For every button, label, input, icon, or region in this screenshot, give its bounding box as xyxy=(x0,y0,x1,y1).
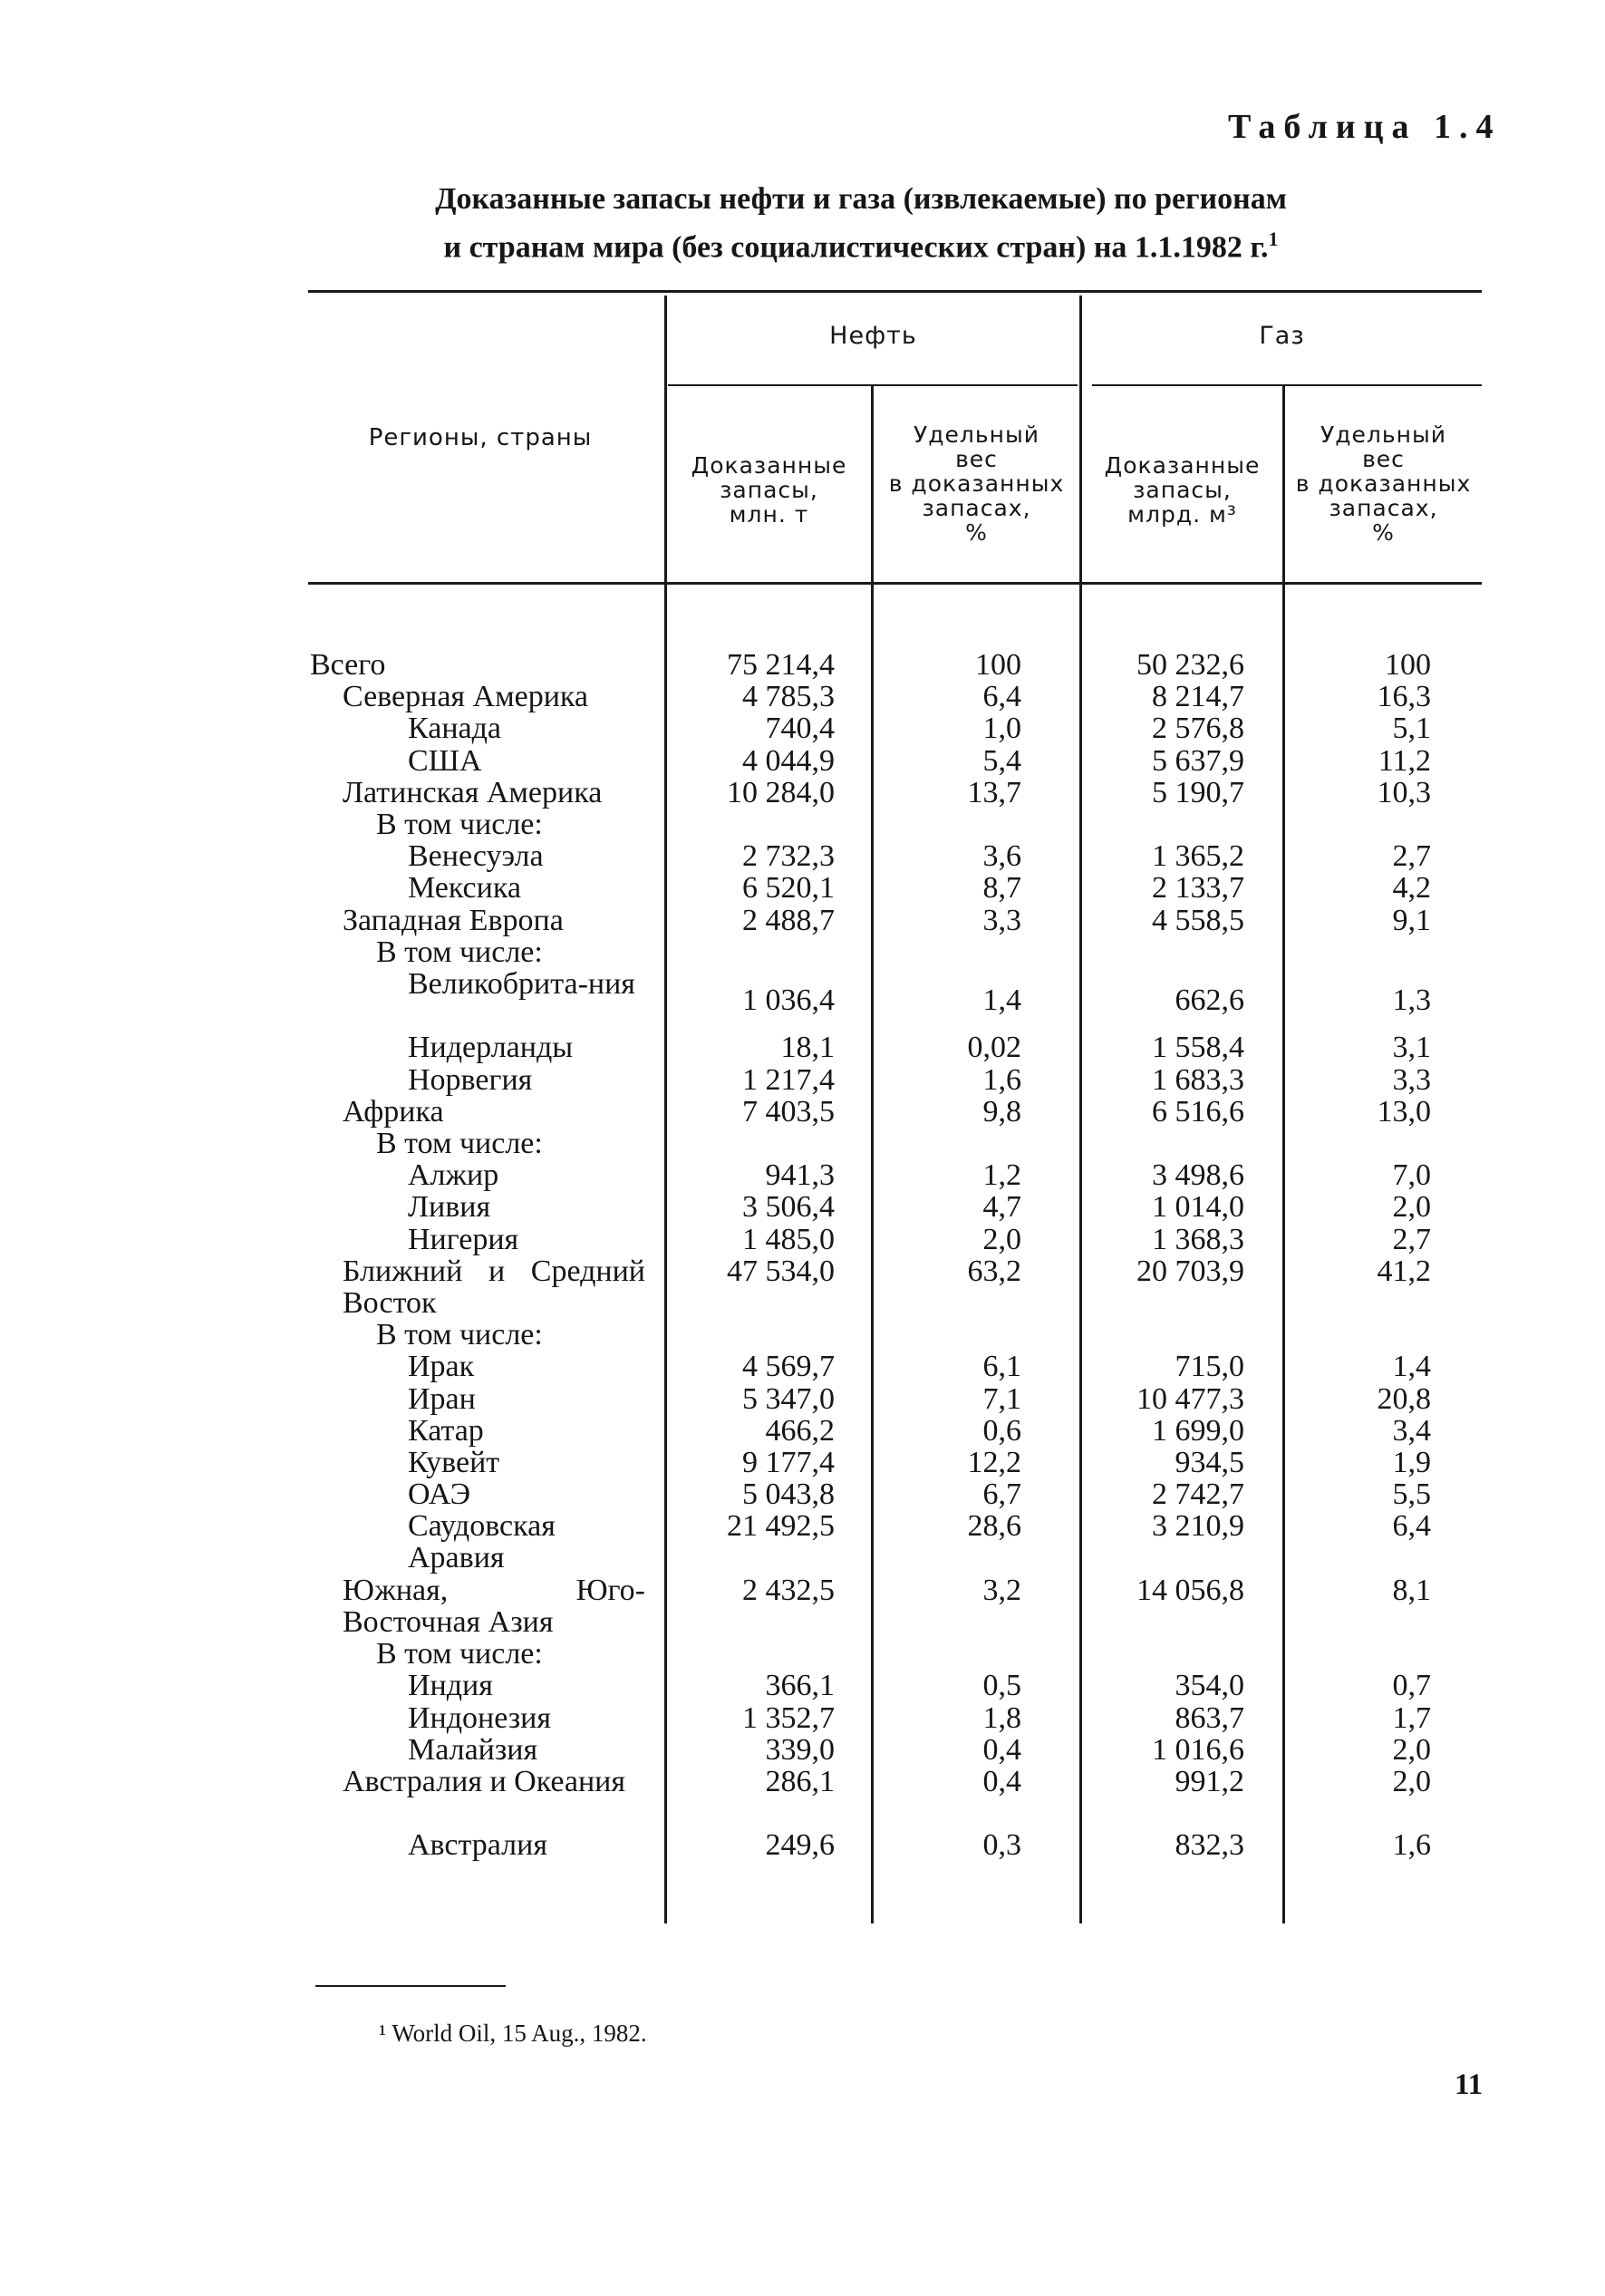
row-name: Катар xyxy=(408,1413,484,1448)
cell-gas-share: 1,3 xyxy=(1392,983,1431,1017)
header-gas-share-l5: % xyxy=(1372,519,1395,546)
cell-gas-share: 1,4 xyxy=(1392,1350,1431,1384)
cell-gas-share: 5,5 xyxy=(1392,1477,1431,1512)
cell-gas-reserves: 2 133,7 xyxy=(1152,871,1244,906)
header-gas-reserves-l1: Доказанные xyxy=(1104,452,1261,479)
cell-gas-share: 100 xyxy=(1385,648,1431,682)
header-oil-share xyxy=(874,422,1079,545)
cell-oil-share: 7,1 xyxy=(982,1381,1021,1416)
cell-oil-share: 1,4 xyxy=(982,983,1021,1017)
cell-gas-reserves: 6 516,6 xyxy=(1152,1094,1244,1129)
cell-oil-reserves: 4 785,3 xyxy=(742,680,835,714)
cell-gas-share: 8,1 xyxy=(1392,1573,1431,1607)
cell-gas-share: 10,3 xyxy=(1377,775,1431,809)
footnote-marker: 1 xyxy=(1268,228,1279,250)
row-name: В том числе: xyxy=(376,808,543,841)
cell-gas-reserves: 1 016,6 xyxy=(1152,1732,1244,1767)
header-gas-share-l4: запасах, xyxy=(1329,495,1438,521)
col-separator-3 xyxy=(1079,295,1082,1923)
cell-gas-reserves: 863,7 xyxy=(1175,1700,1244,1735)
cell-gas-reserves: 5 637,9 xyxy=(1152,743,1244,778)
cell-oil-reserves: 18,1 xyxy=(780,1031,835,1065)
cell-gas-reserves: 934,5 xyxy=(1175,1446,1244,1479)
row-name: Канада xyxy=(408,712,501,746)
cell-oil-reserves: 1 352,7 xyxy=(742,1700,835,1735)
cell-gas-reserves: 4 558,5 xyxy=(1152,903,1244,937)
row-name: В том числе: xyxy=(376,1127,543,1160)
header-oil-reserves-l2: запасы, xyxy=(720,477,818,503)
cell-oil-share: 6,1 xyxy=(982,1350,1021,1384)
cell-oil-share: 2,0 xyxy=(982,1222,1021,1256)
cell-oil-share: 13,7 xyxy=(967,775,1021,809)
cell-oil-share: 0,6 xyxy=(982,1413,1021,1448)
header-oil-share-l1: Удельный xyxy=(914,421,1039,448)
row-name: Латинская Америка xyxy=(343,775,603,809)
header-oil-share-l4: запасах, xyxy=(922,495,1031,521)
cell-gas-share: 1,6 xyxy=(1392,1828,1431,1863)
header-oil-share-l5: % xyxy=(965,519,988,546)
cell-gas-share: 3,4 xyxy=(1392,1413,1431,1448)
cell-oil-reserves: 47 534,0 xyxy=(727,1254,835,1288)
cell-oil-share: 0,3 xyxy=(982,1828,1021,1863)
row-name: Северная Америка xyxy=(343,680,589,714)
cell-oil-reserves: 2 432,5 xyxy=(742,1573,835,1607)
cell-gas-reserves: 354,0 xyxy=(1175,1669,1244,1703)
col-separator-1 xyxy=(664,295,667,1923)
cell-gas-share: 13,0 xyxy=(1377,1094,1431,1129)
row-name: Западная Европа xyxy=(343,903,564,937)
title-line-1: Доказанные запасы нефти и газа (извлекаемые) по регионам xyxy=(435,182,1287,216)
row-name: Ближний и Средний Восток xyxy=(343,1254,645,1320)
cell-gas-share: 4,2 xyxy=(1392,871,1431,906)
cell-oil-share: 1,2 xyxy=(982,1158,1021,1193)
cell-oil-share: 6,7 xyxy=(982,1477,1021,1512)
cell-oil-reserves: 339,0 xyxy=(765,1732,835,1767)
cell-gas-share: 11,2 xyxy=(1378,743,1431,778)
cell-gas-reserves: 2 742,7 xyxy=(1152,1477,1244,1512)
title-line-2-text: и странам мира (без социалистических стран) на 1.1.1982 г. xyxy=(443,230,1269,265)
cell-gas-share: 1,7 xyxy=(1392,1700,1431,1735)
cell-gas-share: 0,7 xyxy=(1392,1669,1431,1703)
header-gas-group: Газ xyxy=(1259,322,1305,350)
cell-oil-share: 0,4 xyxy=(982,1765,1021,1798)
cell-oil-share: 0,4 xyxy=(982,1732,1021,1767)
cell-gas-reserves: 20 703,9 xyxy=(1136,1254,1244,1288)
footnote: ¹ World Oil, 15 Aug., 1982. xyxy=(379,2020,647,2047)
cell-oil-reserves: 2 488,7 xyxy=(742,903,835,937)
page-number: 11 xyxy=(1455,2068,1484,2101)
cell-gas-share: 2,0 xyxy=(1392,1765,1431,1798)
header-oil-reserves-l3: млн. т xyxy=(729,501,809,528)
cell-gas-reserves: 10 477,3 xyxy=(1136,1381,1244,1416)
title-line-2 xyxy=(299,219,1423,267)
row-name: Индонезия xyxy=(408,1700,552,1735)
cell-gas-reserves: 1 368,3 xyxy=(1152,1222,1244,1256)
cell-gas-reserves: 1 365,2 xyxy=(1152,839,1244,874)
table-title xyxy=(299,179,1423,267)
cell-gas-reserves: 5 190,7 xyxy=(1152,775,1244,809)
cell-gas-reserves: 715,0 xyxy=(1175,1350,1244,1384)
cell-oil-share: 6,4 xyxy=(982,680,1021,714)
row-name: Африка xyxy=(343,1094,444,1129)
header-gas-share xyxy=(1285,422,1482,545)
row-name: ОАЭ xyxy=(408,1477,471,1512)
cell-oil-reserves: 2 732,3 xyxy=(742,839,835,874)
cell-oil-share: 0,5 xyxy=(982,1669,1021,1703)
cell-oil-reserves: 5 043,8 xyxy=(742,1477,835,1512)
cell-oil-share: 9,8 xyxy=(982,1094,1021,1129)
cell-oil-share: 3,3 xyxy=(982,903,1021,937)
cell-oil-reserves: 366,1 xyxy=(765,1669,835,1703)
cell-gas-reserves: 2 576,8 xyxy=(1152,712,1244,746)
cell-oil-share: 4,7 xyxy=(982,1190,1021,1225)
cell-oil-reserves: 1 485,0 xyxy=(742,1222,835,1256)
cell-oil-reserves: 10 284,0 xyxy=(727,775,835,809)
table-caption: Таблица 1.4 xyxy=(1228,108,1502,146)
cell-gas-reserves: 662,6 xyxy=(1175,983,1244,1017)
cell-oil-share: 5,4 xyxy=(982,743,1021,778)
header-oil-reserves-l1: Доказанные xyxy=(691,452,847,479)
row-name: США xyxy=(408,743,482,778)
row-name: Норвегия xyxy=(408,1062,533,1097)
cell-oil-reserves: 249,6 xyxy=(765,1828,835,1863)
cell-oil-reserves: 1 036,4 xyxy=(742,983,835,1017)
table-top-rule xyxy=(308,290,1482,293)
cell-oil-reserves: 1 217,4 xyxy=(742,1062,835,1097)
row-name: Австралия xyxy=(408,1828,547,1863)
header-bottom-rule xyxy=(308,582,1482,585)
header-gas-share-l2: вес xyxy=(1362,446,1405,472)
row-name: Нигерия xyxy=(408,1222,519,1256)
cell-gas-reserves: 3 498,6 xyxy=(1152,1158,1244,1193)
col-separator-4 xyxy=(1282,386,1285,1923)
cell-oil-reserves: 5 347,0 xyxy=(742,1381,835,1416)
cell-gas-reserves: 50 232,6 xyxy=(1136,648,1244,682)
cell-gas-share: 2,0 xyxy=(1392,1732,1431,1767)
cell-gas-share: 20,8 xyxy=(1377,1381,1431,1416)
col-separator-2 xyxy=(871,386,874,1923)
cell-oil-reserves: 6 520,1 xyxy=(742,871,835,906)
cell-oil-share: 100 xyxy=(975,648,1021,682)
cell-gas-reserves: 14 056,8 xyxy=(1136,1573,1244,1607)
header-region: Регионы, страны xyxy=(368,424,593,451)
row-name: Венесуэла xyxy=(408,839,544,874)
cell-gas-reserves: 8 214,7 xyxy=(1152,680,1244,714)
cell-gas-reserves: 1 014,0 xyxy=(1152,1190,1244,1225)
row-name: В том числе: xyxy=(376,935,543,969)
cell-gas-share: 1,9 xyxy=(1392,1446,1431,1479)
cell-oil-share: 1,0 xyxy=(982,712,1021,746)
row-name: Индия xyxy=(408,1669,493,1703)
row-name: В том числе: xyxy=(376,1637,543,1671)
row-name: Алжир xyxy=(408,1158,499,1193)
cell-oil-share: 12,2 xyxy=(967,1446,1021,1479)
row-name: Мексика xyxy=(408,871,521,906)
header-gas-reserves-l3: млрд. м³ xyxy=(1127,501,1237,528)
cell-gas-reserves: 1 683,3 xyxy=(1152,1062,1244,1097)
cell-gas-reserves: 1 558,4 xyxy=(1152,1031,1244,1065)
cell-gas-share: 3,1 xyxy=(1392,1031,1431,1065)
header-gas-share-l1: Удельный xyxy=(1320,421,1446,448)
cell-oil-share: 1,8 xyxy=(982,1700,1021,1735)
cell-oil-share: 63,2 xyxy=(967,1254,1021,1288)
row-name: Всего xyxy=(310,648,386,682)
row-name: Южная, Юго-Восточная Азия xyxy=(343,1573,645,1639)
cell-oil-share: 0,02 xyxy=(967,1031,1021,1065)
row-name: Малайзия xyxy=(408,1732,538,1767)
group-divider-gas xyxy=(1092,384,1482,386)
cell-oil-share: 1,6 xyxy=(982,1062,1021,1097)
cell-gas-reserves: 832,3 xyxy=(1175,1828,1244,1863)
cell-oil-reserves: 4 044,9 xyxy=(742,743,835,778)
cell-oil-reserves: 466,2 xyxy=(765,1413,835,1448)
header-gas-reserves-l2: запасы, xyxy=(1133,477,1232,503)
cell-gas-share: 9,1 xyxy=(1392,903,1431,937)
row-name: Саудовская Аравия xyxy=(408,1509,556,1575)
cell-gas-share: 41,2 xyxy=(1377,1254,1431,1288)
cell-gas-share: 7,0 xyxy=(1392,1158,1431,1193)
cell-gas-share: 2,0 xyxy=(1392,1190,1431,1225)
cell-gas-share: 16,3 xyxy=(1377,680,1431,714)
cell-gas-share: 6,4 xyxy=(1392,1509,1431,1544)
cell-oil-reserves: 75 214,4 xyxy=(727,648,835,682)
cell-gas-reserves: 3 210,9 xyxy=(1152,1509,1244,1544)
cell-gas-share: 2,7 xyxy=(1392,1222,1431,1256)
row-name: Нидерланды xyxy=(408,1031,574,1065)
row-name: Ливия xyxy=(408,1190,491,1225)
header-oil-group: Нефть xyxy=(829,322,917,350)
row-name: Иран xyxy=(408,1381,476,1416)
cell-gas-share: 5,1 xyxy=(1392,712,1431,746)
cell-oil-reserves: 9 177,4 xyxy=(742,1446,835,1479)
cell-oil-reserves: 286,1 xyxy=(765,1765,835,1798)
footnote-rule xyxy=(315,1985,506,1987)
row-name: Ирак xyxy=(408,1350,475,1384)
cell-oil-share: 8,7 xyxy=(982,871,1021,906)
cell-oil-reserves: 21 492,5 xyxy=(727,1509,835,1544)
header-oil-share-l2: вес xyxy=(955,446,998,472)
cell-gas-share: 2,7 xyxy=(1392,839,1431,874)
cell-oil-share: 3,2 xyxy=(982,1573,1021,1607)
cell-oil-reserves: 7 403,5 xyxy=(742,1094,835,1129)
cell-gas-reserves: 1 699,0 xyxy=(1152,1413,1244,1448)
row-name: В том числе: xyxy=(376,1318,543,1352)
cell-oil-share: 3,6 xyxy=(982,839,1021,874)
cell-oil-reserves: 740,4 xyxy=(765,712,835,746)
cell-oil-reserves: 3 506,4 xyxy=(742,1190,835,1225)
header-gas-share-l3: в доказанных xyxy=(1295,470,1472,497)
cell-oil-reserves: 941,3 xyxy=(765,1158,835,1193)
cell-oil-share: 28,6 xyxy=(967,1509,1021,1544)
cell-oil-reserves: 4 569,7 xyxy=(742,1350,835,1384)
header-oil-share-l3: в доказанных xyxy=(888,470,1065,497)
cell-gas-reserves: 991,2 xyxy=(1175,1765,1244,1798)
row-name: Кувейт xyxy=(408,1446,500,1479)
row-name: Австралия и Океания xyxy=(343,1765,626,1798)
row-name: Великобрита-ния xyxy=(408,967,635,1001)
cell-gas-share: 3,3 xyxy=(1392,1062,1431,1097)
header-gas-reserves xyxy=(1082,453,1282,527)
header-oil-reserves xyxy=(667,453,871,527)
